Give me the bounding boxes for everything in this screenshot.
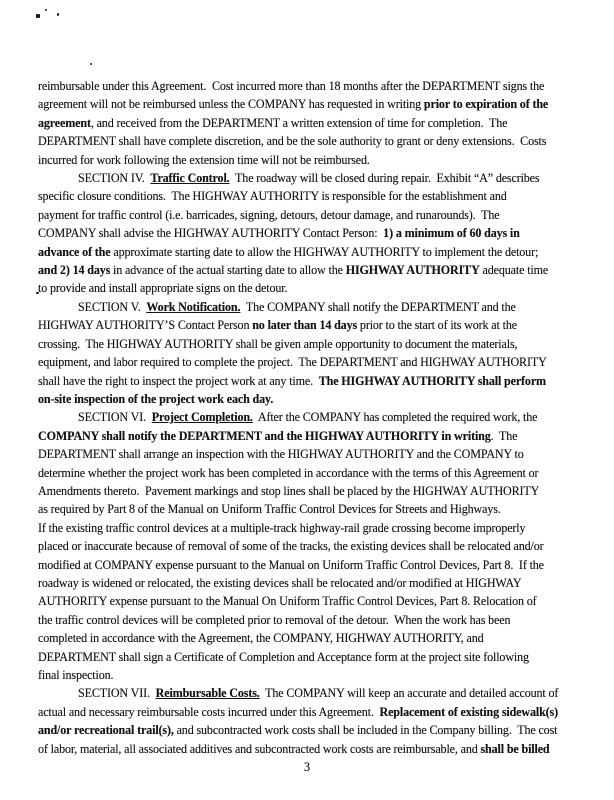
text-run: completed in accordance with the Agreement, the COMPANY, HIGHWAY AUTHORITY, and	[38, 631, 484, 646]
text-line	[38, 464, 590, 482]
text-run: SECTION VII.	[78, 686, 156, 701]
text-line	[38, 151, 590, 169]
text-line	[38, 629, 590, 647]
text-run: COMPANY shall notify the DEPARTMENT and the HIGHWAY AUTHORITY in writing	[38, 428, 491, 443]
text-run: specific closure conditions. The HIGHWAY AUTHORITY is responsible for the establishment and	[38, 189, 507, 204]
text-run: advance of the	[38, 244, 111, 259]
text-run: The roadway will be closed during repair. Exhibit “A” describes	[229, 171, 540, 186]
scan-speck	[57, 13, 59, 16]
text-run: If the existing traffic control devices at a multiple-track highway-rail grade crossing become improperly	[38, 520, 526, 535]
text-line	[38, 721, 590, 739]
text-line	[38, 574, 590, 592]
text-line	[38, 427, 590, 445]
text-run: SECTION V.	[78, 299, 147, 314]
text-line	[38, 648, 590, 666]
text-line	[38, 703, 590, 721]
text-run: HIGHWAY AUTHORITY	[345, 263, 480, 278]
text-line	[38, 243, 590, 261]
text-line	[38, 114, 590, 132]
text-line	[38, 372, 590, 390]
text-run: Project Completion.	[151, 410, 253, 425]
text-line	[38, 482, 590, 500]
text-line	[38, 390, 590, 408]
text-line	[38, 95, 590, 113]
text-line	[38, 500, 590, 518]
text-run: in advance of the actual starting date to allow the	[110, 263, 346, 278]
text-run: payment for traffic control (i.e. barricades, signing, detours, detour damage, and runarounds). The	[38, 207, 500, 222]
text-run: HIGHWAY AUTHORITY’S Contact Person	[38, 318, 253, 333]
text-run: prior to expiration of the	[423, 97, 549, 112]
text-run: actual and necessary reimbursable costs incurred under this Agreement.	[38, 704, 380, 719]
text-line	[38, 408, 590, 426]
text-line	[38, 519, 590, 537]
text-run: Traffic Control.	[150, 171, 230, 186]
scan-speck	[36, 14, 40, 18]
text-run: placed or inaccurate because of removal of some of the tracks, the existing devices shall be relocated and/or	[38, 539, 544, 554]
text-line	[38, 316, 590, 334]
text-line	[38, 740, 590, 758]
text-run: modified at COMPANY expense pursuant to the Manual on Uniform Traffic Control Devices, Part 8. If the	[38, 557, 544, 572]
text-line	[38, 206, 590, 224]
text-run: roadway is widened or relocated, the existing devices shall be relocated and/or modified at HIGHWAY	[38, 575, 522, 590]
text-line	[38, 77, 590, 95]
text-line	[38, 592, 590, 610]
text-run: adequate time	[479, 263, 549, 278]
text-line	[38, 132, 590, 150]
text-line	[38, 335, 590, 353]
text-run: equipment, and labor required to complete the project. The DEPARTMENT and HIGHWAY AUTHORITY	[38, 355, 547, 370]
text-run: on-site inspection of the project work each day.	[38, 391, 274, 406]
text-run: agreement will not be reimbursed unless the COMPANY has requested in writing	[38, 97, 424, 112]
text-run: and subcontracted work costs shall be included in the Company billing. The cost	[173, 723, 558, 738]
text-run: 1) a minimum of 60 days in	[383, 226, 520, 241]
text-line	[38, 187, 590, 205]
text-run: COMPANY shall advise the HIGHWAY AUTHORITY Contact Person:	[38, 226, 384, 241]
text-run: The COMPANY shall notify the DEPARTMENT and the	[240, 299, 516, 314]
text-run: , and received from the DEPARTMENT a written extension of time for completion. The	[90, 115, 508, 130]
text-line	[38, 279, 590, 297]
scan-speck	[45, 9, 47, 11]
text-run: The COMPANY will keep an accurate and detailed account of	[259, 686, 559, 701]
text-run: prior to the start of its work at the	[357, 318, 517, 333]
text-line	[38, 666, 590, 684]
text-line	[38, 169, 590, 187]
text-run: and/or recreational trail(s),	[38, 723, 174, 738]
text-run: as required by Part 8 of the Manual on Uniform Traffic Control Devices for Streets and Highways.	[38, 502, 501, 517]
text-run: determine whether the project work has been completed in accordance with the terms of this Agreement or	[38, 465, 539, 480]
text-run: crossing. The HIGHWAY AUTHORITY shall be given ample opportunity to document the materials,	[38, 336, 518, 351]
text-line	[38, 684, 590, 702]
text-run: DEPARTMENT shall sign a Certificate of Completion and Acceptance form at the project site following	[38, 649, 529, 664]
text-line	[38, 353, 590, 371]
text-run: the traffic control devices will be completed prior to removal of the detour. When the work has been	[38, 612, 511, 627]
text-line	[38, 224, 590, 242]
text-run: After the COMPANY has completed the required work, the	[252, 410, 538, 425]
text-run: Amendments thereto. Pavement markings and stop lines shall be placed by the HIGHWAY AUTHORITY	[38, 483, 540, 498]
text-run: final inspection.	[38, 668, 114, 682]
page-number: 3	[303, 760, 311, 774]
text-run: incurred for work following the extension time will not be reimbursed.	[38, 152, 370, 167]
text-line	[38, 445, 590, 463]
text-run: to provide and install appropriate signs on the detour.	[38, 281, 288, 296]
text-line	[38, 611, 590, 629]
text-run: The HIGHWAY AUTHORITY shall perform	[318, 373, 546, 388]
text-line	[38, 537, 590, 555]
text-run: shall have the right to inspect the project work at any time.	[38, 373, 319, 388]
text-run: Work Notification.	[146, 299, 241, 314]
text-line	[38, 556, 590, 574]
document-body	[38, 77, 590, 758]
text-run: Reimbursable Costs.	[155, 686, 260, 701]
text-run: SECTION IV.	[78, 171, 151, 186]
text-run: . The	[490, 428, 518, 443]
text-run: approximate starting date to allow the HIGHWAY AUTHORITY to implement the detour;	[110, 244, 539, 259]
text-line	[38, 298, 590, 316]
text-run: AUTHORITY expense pursuant to the Manual On Uniform Traffic Control Devices, Part 8. Relocation of	[38, 594, 537, 609]
text-run: SECTION VI.	[78, 410, 152, 425]
scan-speck	[90, 63, 92, 65]
text-run: and 2) 14 days	[38, 263, 111, 278]
text-run: DEPARTMENT shall have complete discretion, and be the sole authority to grant or deny extensions. Costs	[38, 134, 547, 149]
text-run: of labor, material, all associated additives and subcontracted work costs are reimbursable, and	[38, 741, 481, 756]
text-run: no later than 14 days	[252, 318, 358, 333]
text-line	[38, 261, 590, 279]
text-run: shall be billed	[480, 741, 550, 756]
text-run: reimbursable under this Agreement. Cost incurred more than 18 months after the DEPARTMENT signs the	[38, 79, 545, 93]
text-run: agreement	[38, 115, 91, 130]
text-run: DEPARTMENT shall arrange an inspection with the HIGHWAY AUTHORITY and the COMPANY to	[38, 447, 524, 462]
text-run: Replacement of existing sidewalk(s)	[379, 704, 558, 719]
